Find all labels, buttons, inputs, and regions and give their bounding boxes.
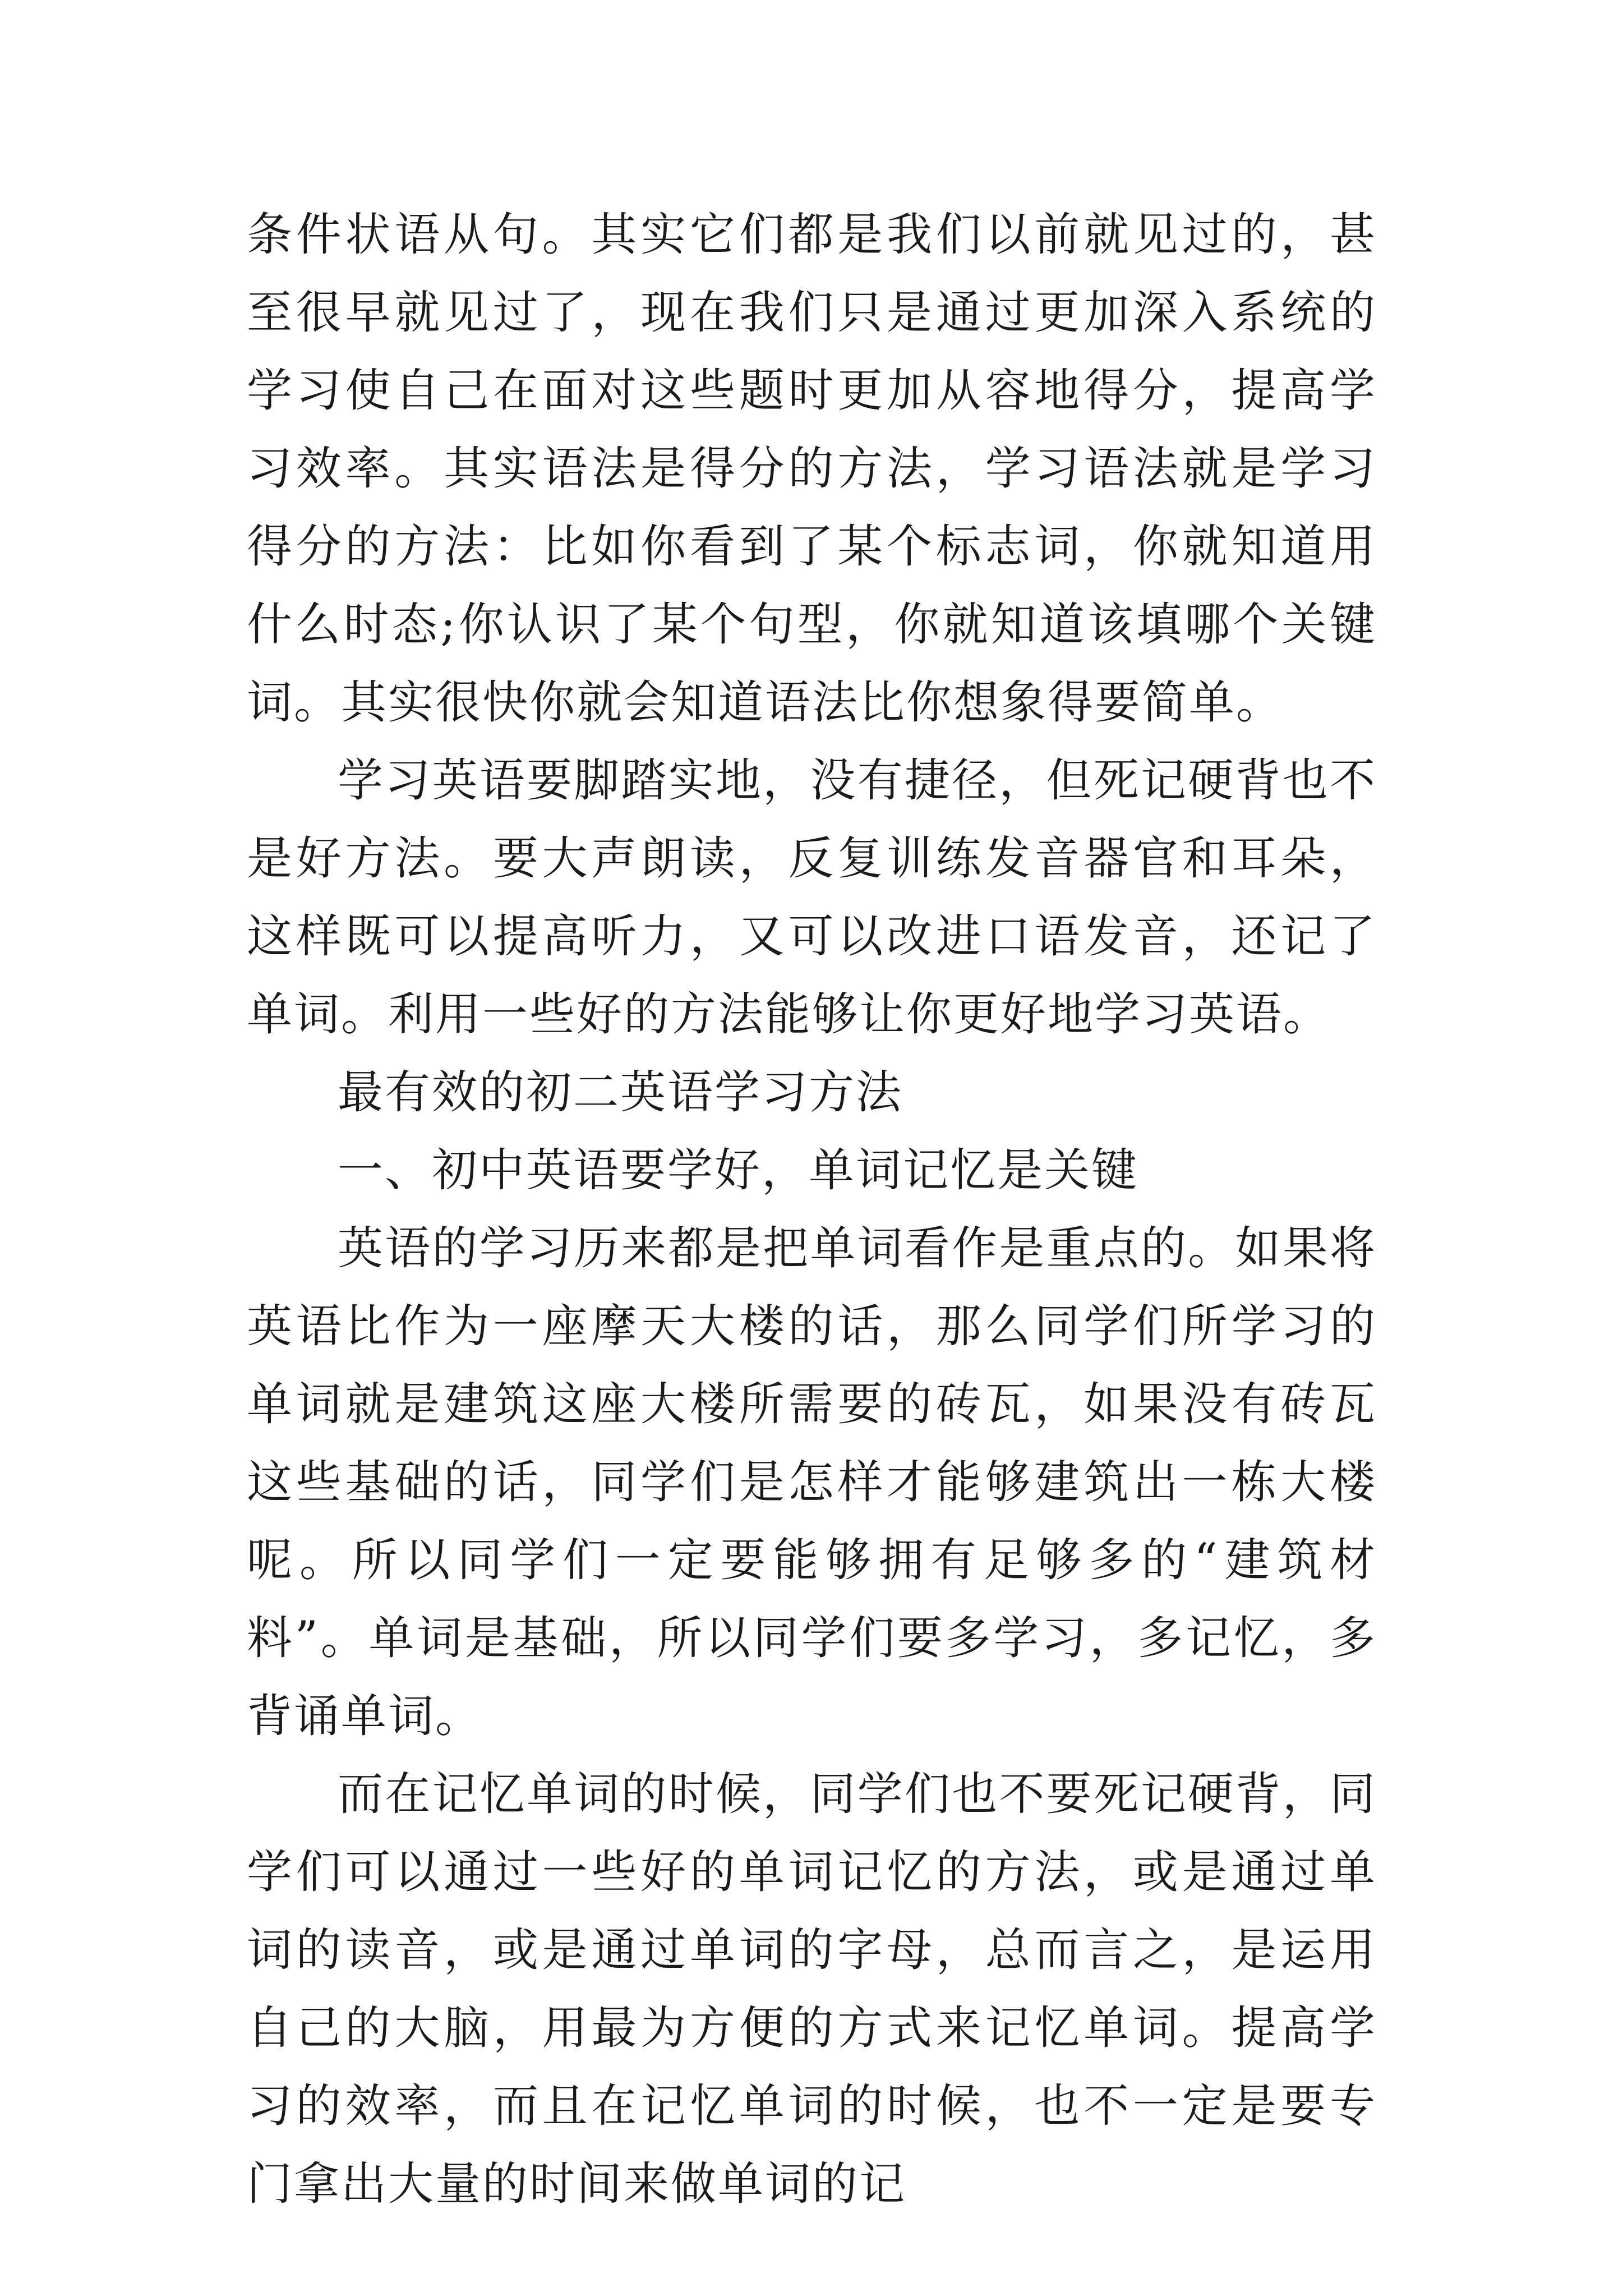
paragraph: 学习英语要脚踏实地，没有捷径，但死记硬背也不是好方法。要大声朗读，反复训练发音器官和耳朵，这样既可以提高听力，又可以改进口语发音，还记了单词。利用一些好的方法能够让你更好地学习英语。 xyxy=(247,754,1377,1041)
subsection-heading: 一、初中英语要学好，单词记忆是关键 xyxy=(338,1144,1139,1197)
document-body xyxy=(247,196,1377,2224)
section-heading: 最有效的初二英语学习方法 xyxy=(338,1066,903,1119)
paragraph: 英语的学习历来都是把单词看作是重点的。如果将英语比作为一座摩天大楼的话，那么同学们所学习的单词就是建筑这座大楼所需要的砖瓦，如果没有砖瓦这些基础的话，同学们是怎样才能够建筑出一栋大楼呢。所以同学们一定要能够拥有足够多的“建筑材料”。单词是基础，所以同学们要多学习，多记忆，多背诵单词。 xyxy=(247,1222,1377,1743)
paragraph-continued: 条件状语从句。其实它们都是我们以前就见过的，甚至很早就见过了，现在我们只是通过更加深入系统的学习使自己在面对这些题时更加从容地得分，提高学习效率。其实语法是得分的方法，学习语法就是学习得分的方法：比如你看到了某个标志词，你就知道用什么时态;你认识了某个句型，你就知道该填哪个关键词。其实很快你就会知道语法比你想象得要简单。 xyxy=(247,209,1377,729)
paragraph: 而在记忆单词的时候，同学们也不要死记硬背，同学们可以通过一些好的单词记忆的方法，或是通过单词的读音，或是通过单词的字母，总而言之，是运用自己的大脑，用最为方便的方式来记忆单词。提高学习的效率，而且在记忆单词的时候，也不一定是要专门拿出大量的时间来做单词的记 xyxy=(247,1768,1377,2211)
